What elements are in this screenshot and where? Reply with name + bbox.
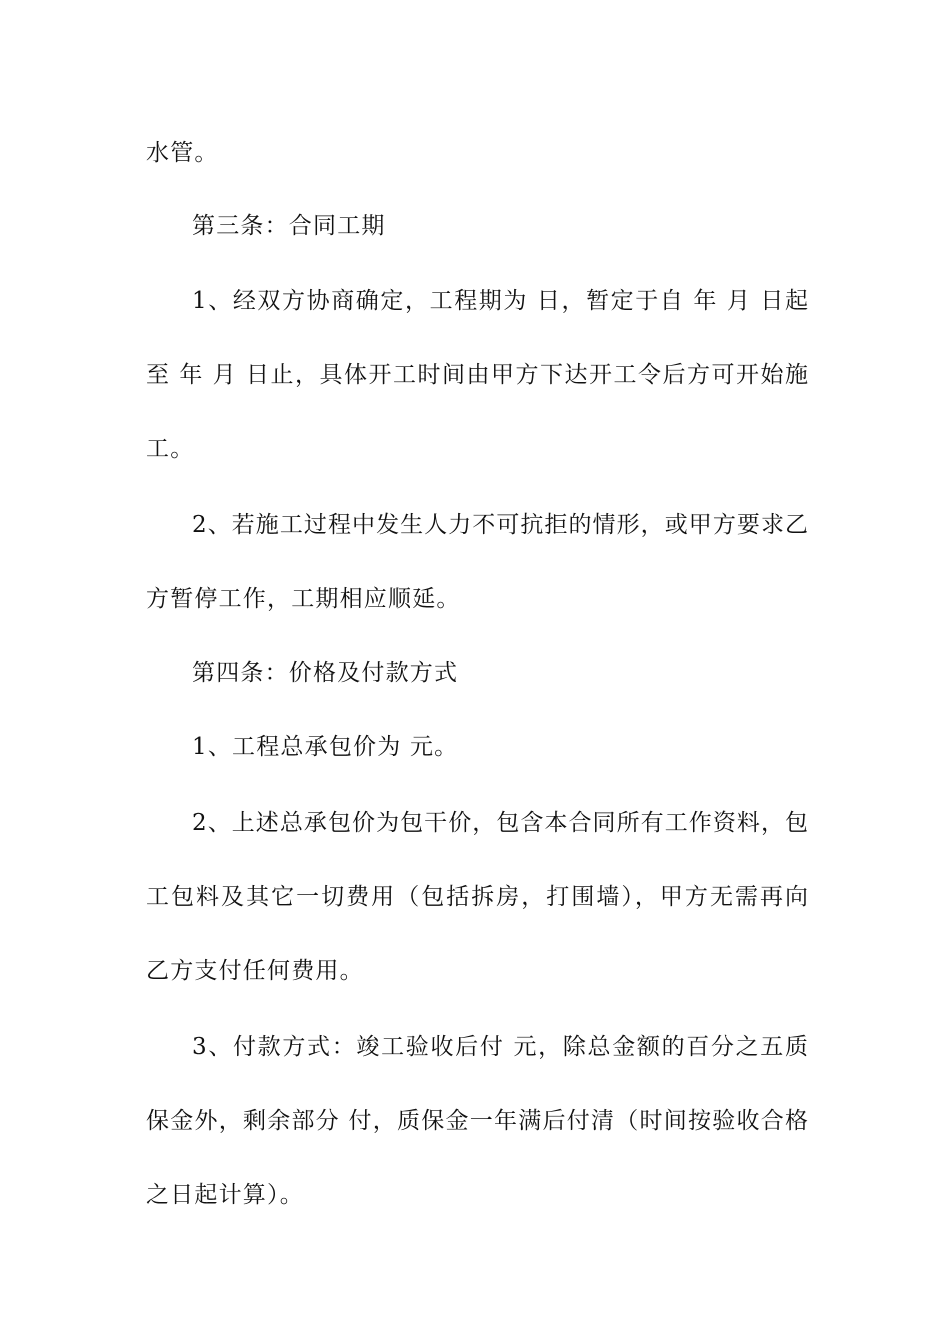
text-line: 1、工程总承包价为 元。: [192, 734, 459, 760]
text-line: 2、若施工过程中发生人力不可抗拒的情形，或甲方要求乙: [192, 512, 808, 538]
text-line: 1、经双方协商确定，工程期为 日，暂定于自 年 月 日起: [192, 288, 808, 314]
text-line: 至 年 月 日止，具体开工时间由甲方下达开工令后方可开始施: [146, 362, 808, 388]
text-line: 之日起计算）。: [146, 1182, 304, 1208]
text-line: 工包料及其它一切费用（包括拆房，打围墙），甲方无需再向: [146, 884, 808, 910]
text-line: 水管。: [146, 140, 219, 166]
text-line: 方暂停工作，工期相应顺延。: [146, 586, 461, 612]
section-heading-article-3: 第三条：合同工期: [192, 213, 386, 239]
section-heading-article-4: 第四条：价格及付款方式: [192, 660, 459, 686]
text-line: 2、上述总承包价为包干价，包含本合同所有工作资料，包: [192, 810, 808, 836]
text-line: 乙方支付任何费用。: [146, 958, 364, 984]
text-line: 3、付款方式：竣工验收后付 元，除总金额的百分之五质: [192, 1034, 808, 1060]
text-line: 保金外，剩余部分 付，质保金一年满后付清（时间按验收合格: [146, 1108, 808, 1134]
text-line: 工。: [146, 436, 195, 462]
